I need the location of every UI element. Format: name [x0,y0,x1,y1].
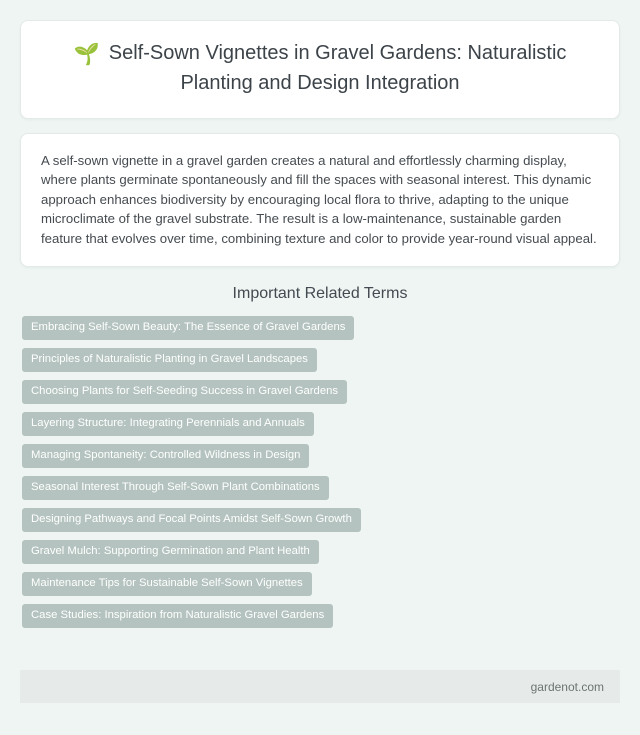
page-title-text: Self-Sown Vignettes in Gravel Gardens: Naturalistic Planting and Design Integration [108,42,567,94]
list-item [22,444,620,476]
page-title [45,39,595,98]
related-terms-heading: Important Related Terms [232,285,408,303]
list-item [22,540,620,572]
footer-site-name: gardenot.com [530,679,604,694]
related-term-pill[interactable]: Seasonal Interest Through Self-Sown Plant Combinations [22,476,329,500]
list-item [22,412,620,444]
related-term-pill[interactable]: Principles of Naturalistic Planting in Gravel Landscapes [22,348,317,372]
list-item [22,604,620,636]
seedling-icon: 🌱 [73,43,100,66]
related-term-pill[interactable]: Embracing Self-Sown Beauty: The Essence of Gravel Gardens [22,316,354,340]
list-item [22,508,620,540]
list-item [22,380,620,412]
footer-band [20,670,620,703]
related-term-pill[interactable]: Layering Structure: Integrating Perennials and Annuals [22,412,314,436]
list-item [22,348,620,380]
related-term-pill[interactable]: Choosing Plants for Self-Seeding Success in Gravel Gardens [22,380,347,404]
related-terms-list [20,316,620,636]
related-term-pill[interactable]: Maintenance Tips for Sustainable Self-Sown Vignettes [22,572,312,596]
title-card [20,20,620,119]
description-card [20,133,620,267]
related-term-pill[interactable]: Gravel Mulch: Supporting Germination and Plant Health [22,540,319,564]
list-item [22,316,620,348]
related-term-pill[interactable]: Designing Pathways and Focal Points Amidst Self-Sown Growth [22,508,361,532]
description-text: A self-sown vignette in a gravel garden creates a natural and effortlessly charming display, where plants germinate spontaneously and fill the spaces with seasonal interest. This dynamic approach enhances biodiversity by encouraging local flora to thrive, adapting to the unique microclimate of the gravel substrate. The result is a low-maintenance, sustainable garden feature that evolves over time, combining texture and color to provide year-round visual appeal. [41,153,597,246]
related-term-pill[interactable]: Managing Spontaneity: Controlled Wildness in Design [22,444,309,468]
list-item [22,476,620,508]
related-term-pill[interactable]: Case Studies: Inspiration from Naturalistic Gravel Gardens [22,604,333,628]
related-terms-section [20,285,620,636]
list-item [22,572,620,604]
